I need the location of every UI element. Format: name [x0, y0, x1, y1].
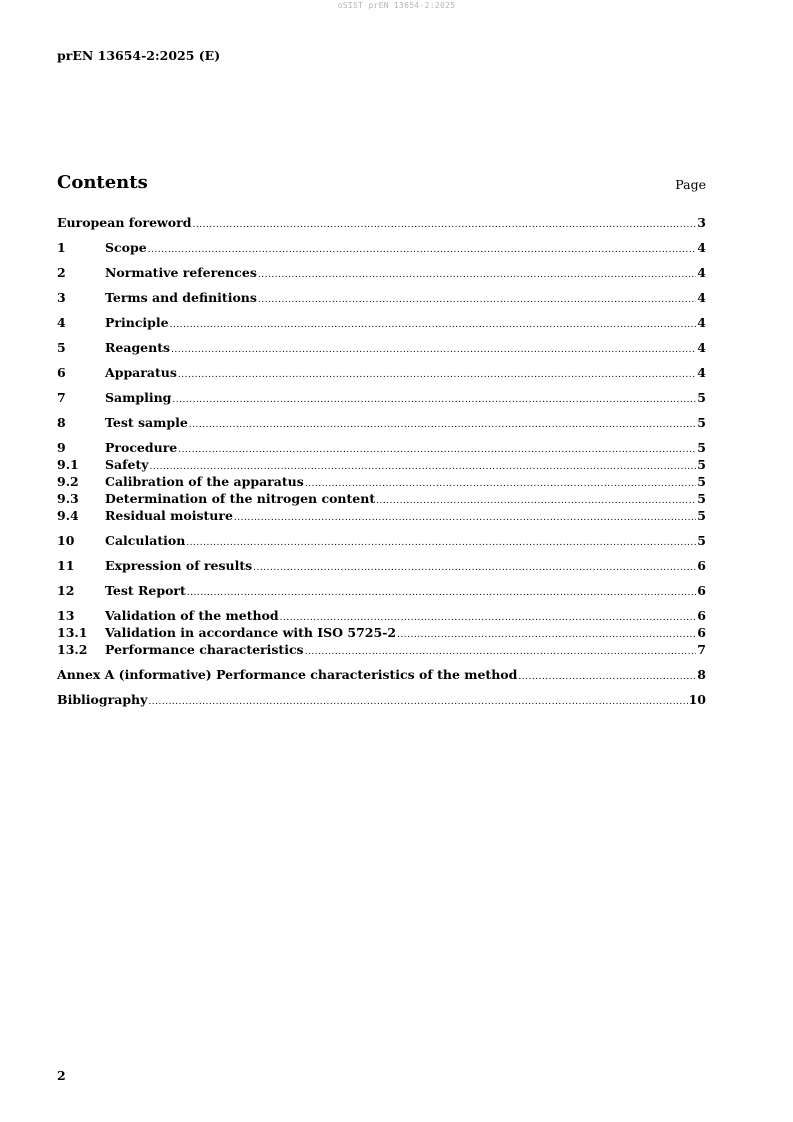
toc-dot-leader	[148, 245, 697, 255]
toc-entry-number: 9.3	[57, 491, 79, 506]
document-id: prEN 13654-2:2025 (E)	[57, 48, 221, 63]
toc-entry[interactable]	[57, 240, 706, 257]
toc-entry[interactable]	[57, 365, 706, 382]
toc-subentry[interactable]	[57, 642, 706, 659]
toc-dot-leader	[253, 563, 696, 573]
toc-subentry[interactable]	[57, 457, 706, 474]
toc-entry-number: 8	[57, 415, 66, 430]
toc-entry-label: Residual moisture	[105, 508, 233, 523]
toc-entry-page: 5	[697, 457, 706, 472]
toc-entry-label: Sampling	[105, 390, 172, 405]
toc-entry-label: Calculation	[105, 533, 186, 548]
toc-entry-page: 4	[697, 290, 706, 305]
toc-entry-label: Principle	[105, 315, 169, 330]
watermark: oSIST prEN 13654-2:2025	[337, 1, 456, 10]
toc-dot-leader	[170, 320, 697, 330]
toc-dot-leader	[192, 220, 696, 230]
toc-entry-label: Determination of the nitrogen content	[105, 491, 376, 506]
toc-entry-number: 9.2	[57, 474, 79, 489]
toc-entry-page: 6	[697, 558, 706, 573]
toc-dot-leader	[148, 697, 687, 707]
toc-subentry[interactable]	[57, 625, 706, 642]
toc-dot-leader	[187, 588, 697, 598]
toc-entry-page: 5	[697, 474, 706, 489]
toc-entry-label: Normative references	[105, 265, 257, 280]
toc-entry[interactable]	[57, 390, 706, 407]
toc-entry-number: 13.2	[57, 642, 88, 657]
page-number: 2	[57, 1068, 66, 1083]
toc-entry-page: 5	[697, 390, 706, 405]
toc-entry-number: 6	[57, 365, 66, 380]
toc-entry-page: 10	[688, 692, 706, 707]
toc-dot-leader	[376, 496, 696, 506]
toc-entry[interactable]	[57, 533, 706, 550]
toc-entry-number: 9	[57, 440, 66, 455]
toc-entry-label: Expression of results	[105, 558, 253, 573]
toc-dot-leader	[189, 420, 697, 430]
toc-entry-page: 6	[697, 583, 706, 598]
toc-dot-leader	[305, 479, 697, 489]
toc-entry-label: Calibration of the apparatus	[105, 474, 304, 489]
toc-entry[interactable]	[57, 608, 706, 625]
toc-dot-leader	[178, 370, 696, 380]
toc-dot-leader	[186, 538, 696, 548]
toc-dot-leader	[150, 462, 697, 472]
toc-dot-leader	[518, 672, 696, 682]
toc-entry[interactable]	[57, 583, 706, 600]
toc-entry-page: 5	[697, 491, 706, 506]
toc-entry-number: 9.1	[57, 457, 79, 472]
toc-entry-page: 4	[697, 365, 706, 380]
toc-entry-page: 8	[697, 667, 706, 682]
toc-dot-leader	[258, 295, 696, 305]
toc-entry-label: Scope	[105, 240, 147, 255]
toc-entry[interactable]	[57, 290, 706, 307]
toc-entry-number: 12	[57, 583, 75, 598]
toc-dot-leader	[280, 613, 697, 623]
toc-entry-label: Validation in accordance with ISO 5725-2	[105, 625, 397, 640]
toc-entry-number: 7	[57, 390, 66, 405]
toc-entry-page: 5	[697, 415, 706, 430]
toc-entry-label: Terms and definitions	[105, 290, 257, 305]
toc-entry[interactable]	[57, 558, 706, 575]
toc-entry-label: European foreword	[57, 215, 192, 230]
toc-entry-number: 9.4	[57, 508, 79, 523]
toc-entry-label: Validation of the method	[105, 608, 279, 623]
toc-dot-leader	[258, 270, 696, 280]
toc-entry-label: Reagents	[105, 340, 171, 355]
toc-entry[interactable]	[57, 440, 706, 457]
table-of-contents	[57, 215, 706, 709]
toc-entry[interactable]	[57, 340, 706, 357]
toc-entry-page: 5	[697, 440, 706, 455]
toc-dot-leader	[178, 445, 696, 455]
toc-entry-page: 6	[697, 625, 706, 640]
toc-entry-number: 4	[57, 315, 66, 330]
toc-entry-page: 6	[697, 608, 706, 623]
toc-entry-number: 13.1	[57, 625, 88, 640]
toc-entry-label: Safety	[105, 457, 149, 472]
toc-entry[interactable]	[57, 265, 706, 282]
toc-dot-leader	[397, 630, 696, 640]
toc-entry-page: 4	[697, 265, 706, 280]
toc-entry-label: Apparatus	[105, 365, 177, 380]
toc-entry[interactable]	[57, 667, 706, 684]
toc-entry-label: Annex A (informative) Performance characteristics of the method	[57, 667, 518, 682]
toc-entry-label: Bibliography	[57, 692, 148, 707]
toc-entry-number: 1	[57, 240, 66, 255]
toc-entry-number: 13	[57, 608, 75, 623]
toc-entry-page: 5	[697, 508, 706, 523]
toc-entry-number: 10	[57, 533, 75, 548]
toc-title: Contents	[57, 172, 148, 193]
toc-entry-number: 3	[57, 290, 66, 305]
toc-subentry[interactable]	[57, 491, 706, 508]
toc-page-column-label: Page	[675, 177, 706, 192]
toc-entry-page: 3	[697, 215, 706, 230]
toc-entry-number: 5	[57, 340, 66, 355]
toc-entry[interactable]	[57, 215, 706, 232]
toc-subentry[interactable]	[57, 474, 706, 491]
toc-entry[interactable]	[57, 415, 706, 432]
toc-entry-number: 11	[57, 558, 75, 573]
toc-entry-label: Performance characteristics	[105, 642, 304, 657]
toc-entry-page: 4	[697, 340, 706, 355]
toc-entry-page: 4	[697, 315, 706, 330]
toc-subentry[interactable]	[57, 508, 706, 525]
toc-entry-page: 5	[697, 533, 706, 548]
toc-entry-label: Test Report	[105, 583, 186, 598]
toc-dot-leader	[172, 395, 696, 405]
toc-dot-leader	[234, 513, 696, 523]
toc-entry-number: 2	[57, 265, 66, 280]
toc-entry[interactable]	[57, 692, 706, 709]
toc-entry[interactable]	[57, 315, 706, 332]
toc-entry-label: Procedure	[105, 440, 178, 455]
toc-entry-label: Test sample	[105, 415, 188, 430]
toc-heading-row	[57, 172, 706, 196]
toc-entry-page: 7	[697, 642, 706, 657]
toc-dot-leader	[171, 345, 696, 355]
toc-entry-page: 4	[697, 240, 706, 255]
toc-dot-leader	[305, 647, 697, 657]
